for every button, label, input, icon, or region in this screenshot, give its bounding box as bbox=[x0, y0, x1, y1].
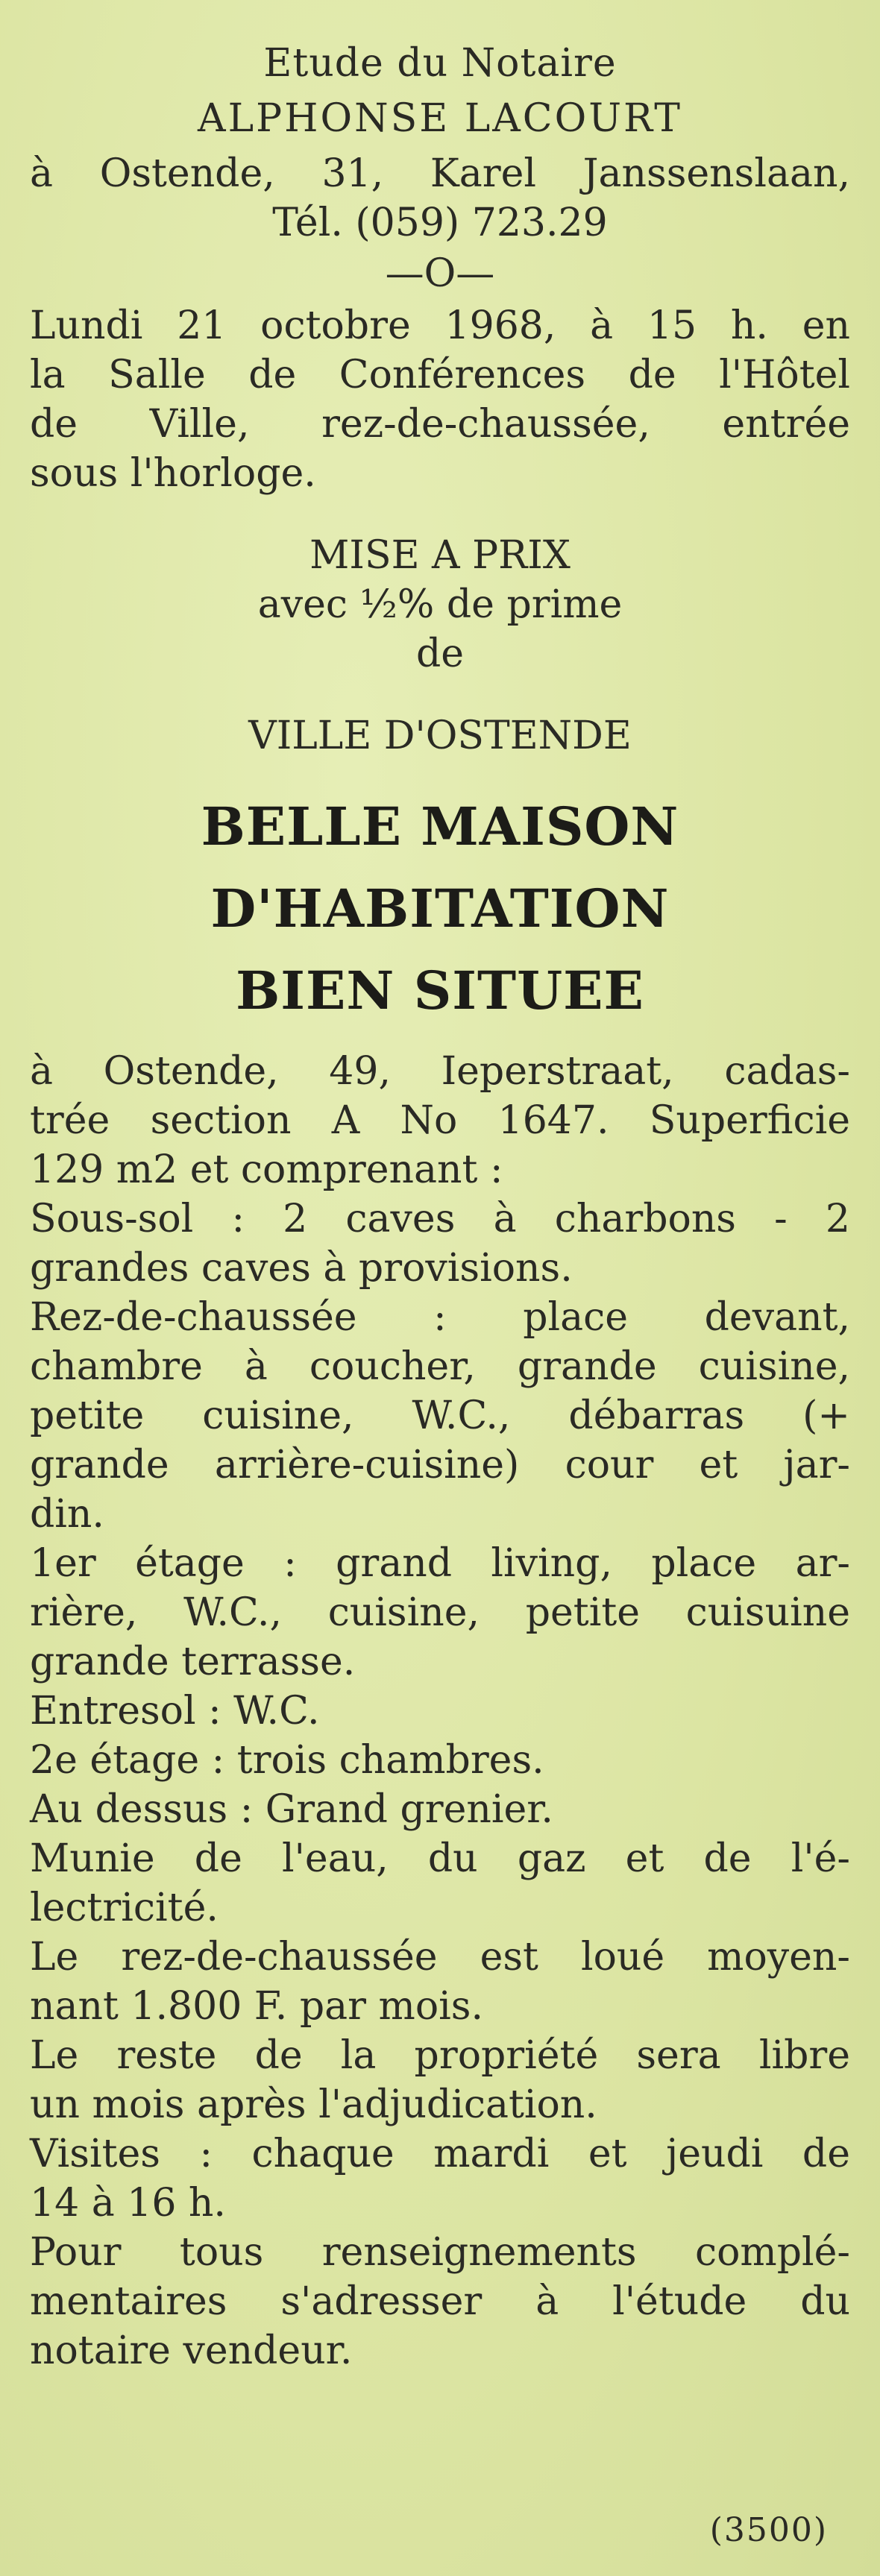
sale-info bbox=[30, 531, 850, 1032]
de-text: de bbox=[415, 632, 465, 676]
description-line: Au dessus : Grand grenier. bbox=[30, 1787, 553, 1832]
description-line: Munie de l'eau, du gaz et de l'é- bbox=[30, 1836, 850, 1881]
description-line: din. bbox=[30, 1492, 104, 1537]
description-line: chambre à coucher, grande cuisine, bbox=[30, 1344, 850, 1389]
ville-text: VILLE D'OSTENDE bbox=[248, 714, 632, 758]
description-line: petite cuisine, W.C., débarras (+ bbox=[30, 1394, 850, 1438]
description-line: 2e étage : trois chambres. bbox=[30, 1738, 544, 1783]
description-line: grande arrière-cuisine) cour et jar- bbox=[30, 1443, 850, 1487]
sale-date-block bbox=[30, 301, 850, 498]
property-title-3: BIEN SITUEE bbox=[236, 960, 644, 1021]
reference-number: (3500) bbox=[709, 2511, 828, 2549]
description-line: grandes caves à provisions. bbox=[30, 1246, 573, 1291]
notary-header bbox=[30, 39, 850, 298]
description-line: grande terrasse. bbox=[30, 1640, 356, 1684]
description-line: Visites : chaque mardi et jeudi de bbox=[30, 2132, 850, 2176]
date-line: de Ville, rez-de-chaussée, entrée bbox=[30, 402, 850, 447]
notary-address: à Ostende, 31, Karel Janssenslaan, bbox=[30, 151, 850, 196]
description-line: Sous-sol : 2 caves à charbons - 2 bbox=[30, 1197, 850, 1241]
notary-phone: Tél. (059) 723.29 bbox=[272, 201, 608, 245]
description-line: nant 1.800 F. par mois. bbox=[30, 1984, 483, 2029]
description-line: Le reste de la propriété sera libre bbox=[30, 2033, 850, 2078]
description-line: Le rez-de-chaussée est loué moyen- bbox=[30, 1935, 850, 1980]
description-line: Entresol : W.C. bbox=[30, 1689, 320, 1733]
date-line: la Salle de Conférences de l'Hôtel bbox=[30, 353, 850, 397]
prime-text: avec ½% de prime bbox=[257, 582, 623, 627]
separator: —O— bbox=[385, 251, 495, 296]
description-line: rière, W.C., cuisine, petite cuisuine bbox=[30, 1590, 850, 1635]
property-description bbox=[30, 1047, 850, 2375]
date-line: Lundi 21 octobre 1968, à 15 h. en bbox=[30, 303, 850, 348]
property-title-2: D'HABITATION bbox=[210, 878, 670, 939]
description-line: 14 à 16 h. bbox=[30, 2181, 226, 2226]
description-line: mentaires s'adresser à l'étude du bbox=[30, 2279, 850, 2324]
etude-label: Etude du Notaire bbox=[263, 41, 617, 86]
description-line: trée section A No 1647. Superficie bbox=[30, 1098, 850, 1143]
description-line: un mois après l'adjudication. bbox=[30, 2082, 597, 2127]
description-line: lectricité. bbox=[30, 1886, 219, 1930]
mise-a-prix: MISE A PRIX bbox=[309, 533, 571, 578]
description-line: 1er étage : grand living, place ar- bbox=[30, 1541, 850, 1586]
description-line: notaire vendeur. bbox=[30, 2328, 353, 2373]
date-line: sous l'horloge. bbox=[30, 451, 316, 496]
description-line: Pour tous renseignements complé- bbox=[30, 2230, 850, 2275]
notary-name: ALPHONSE LACOURT bbox=[198, 96, 682, 141]
description-line: Rez-de-chaussée : place devant, bbox=[30, 1295, 850, 1340]
description-line: 129 m2 et comprenant : bbox=[30, 1147, 503, 1192]
property-title-1: BELLE MAISON bbox=[201, 796, 679, 857]
description-line: à Ostende, 49, Ieperstraat, cadas- bbox=[30, 1049, 850, 1094]
